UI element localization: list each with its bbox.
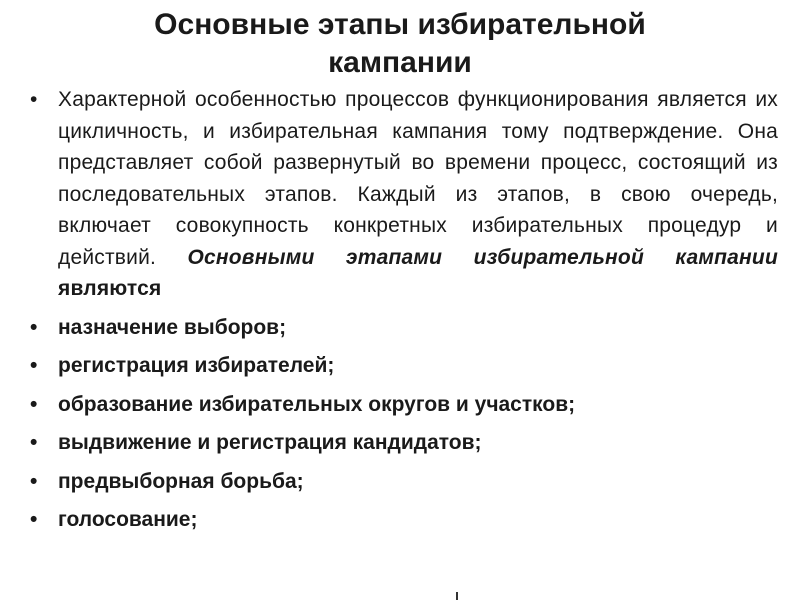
intro-paragraph: [30, 84, 778, 305]
stage-item: [30, 504, 778, 536]
stage-item: [30, 466, 778, 498]
bullet-icon: •: [30, 392, 38, 416]
stage-label: образование избирательных округов и участков;: [58, 392, 576, 416]
intro-emphasis-tail: являются: [58, 277, 162, 300]
stage-item: [30, 427, 778, 459]
bullet-icon: •: [30, 88, 38, 111]
bullet-icon: •: [30, 508, 38, 531]
stage-label: предвыборная борьба;: [58, 469, 304, 493]
stage-label: выдвижение и регистрация кандидатов;: [58, 431, 482, 454]
stage-item: [30, 312, 778, 344]
bullet-icon: •: [30, 354, 38, 377]
intro-text: Характерной особенностью процессов функционирования является их цикличность, и избирательная кампания тому подтверждение. Она представляет собой развернутый во времени процесс, состоящий из последовательных этапов. Каждый из этапов, в свою очередь, включает совокупность конкретных избирательных процедур и действий.: [58, 88, 778, 269]
bullet-list: [30, 84, 778, 536]
cut-off-mark: [456, 592, 458, 600]
bullet-icon: •: [30, 315, 38, 339]
stage-label: назначение выборов;: [58, 315, 287, 339]
bullet-icon: •: [30, 431, 38, 454]
stage-item: [30, 350, 778, 382]
intro-emphasis: Основными этапами избирательной кампании: [187, 245, 778, 269]
stage-label: голосование;: [58, 508, 198, 531]
bullet-icon: •: [30, 469, 38, 493]
stage-label: регистрация избирателей;: [58, 354, 335, 377]
slide-title: Основные этапы избирательной кампании: [154, 8, 646, 79]
stage-item: [30, 389, 778, 421]
